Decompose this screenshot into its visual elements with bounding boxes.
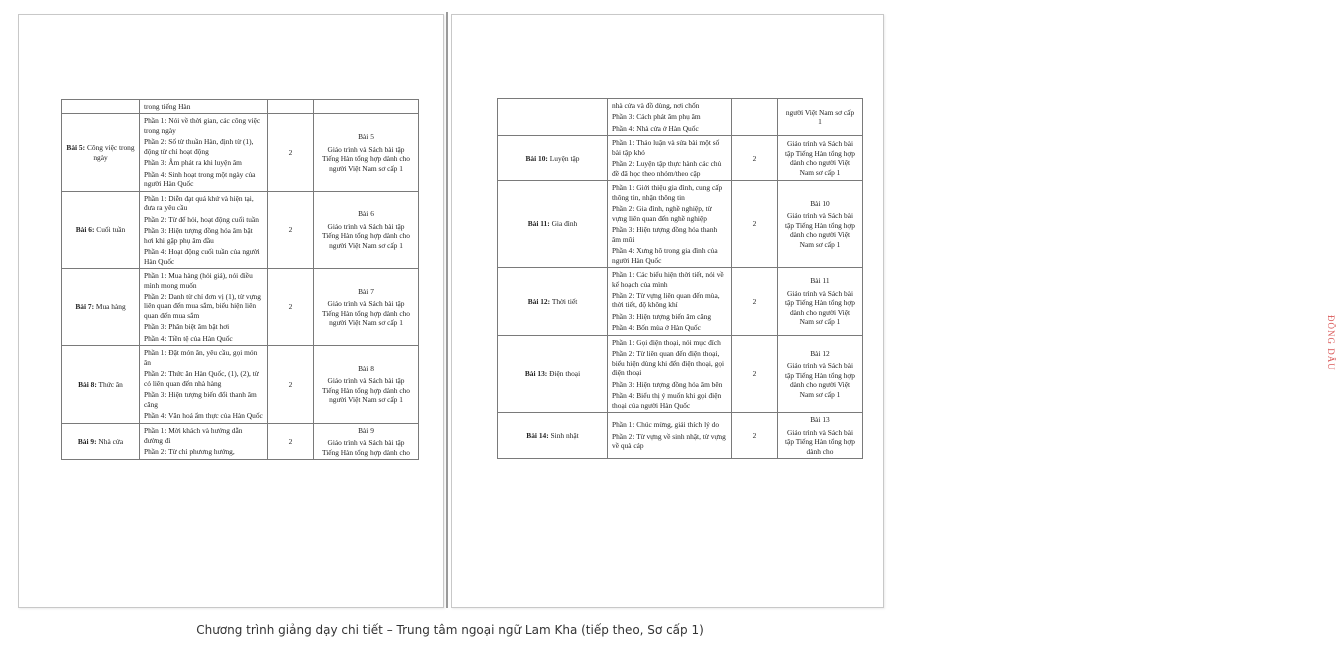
lesson-number: Bài 10: xyxy=(525,153,548,163)
lesson-cell xyxy=(62,423,140,459)
lesson-part: Phần 2: Luyện tập thực hành các chủ đề đã học theo nhóm/theo cặp xyxy=(612,159,722,178)
lesson-title: Nhà cửa xyxy=(98,436,124,446)
reference-cell xyxy=(778,335,863,412)
reference-text: Giáo trình và Sách bài tập Tiếng Hàn tổng hợp dành cho người Việt Nam sơ cấp 1 xyxy=(321,299,410,328)
lesson-part: Phần 4: Xưng hô trong gia đình của người Hàn Quốc xyxy=(612,246,718,265)
reference-lesson: Bài 5 xyxy=(358,132,374,142)
reference-text: Giáo trình và Sách bài tập Tiếng Hàn tổng hợp dành cho người Việt Nam sơ cấp 1 xyxy=(784,288,855,327)
lesson-part: Phần 2: Từ để hỏi, hoạt động cuối tuần xyxy=(144,214,259,224)
reference-cell xyxy=(314,191,419,268)
table-row xyxy=(62,423,419,459)
lesson-title: Mua hàng xyxy=(95,302,126,312)
lesson-part: Phần 1: Gọi điện thoại, nói mục đích xyxy=(612,337,721,347)
lesson-parts-cell xyxy=(608,136,732,181)
lesson-part: Phần 4: Bốn mùa ở Hàn Quốc xyxy=(612,323,701,333)
lesson-parts-cell xyxy=(608,181,732,268)
reference-cell xyxy=(778,268,863,336)
figure-caption: Chương trình giảng dạy chi tiết – Trung tâm ngoại ngữ Lam Kha (tiếp theo, Sơ cấp 1) xyxy=(196,623,704,637)
lesson-part: Phần 2: Từ vựng liên quan đến mùa, thời tiết, độ không khí xyxy=(612,290,720,310)
red-seal-stamp-fragment: ĐỒNG DẤU xyxy=(1326,315,1336,371)
reference-lesson: Bài 6 xyxy=(358,209,374,219)
lesson-number: Bài 8: xyxy=(78,379,97,389)
lesson-cell xyxy=(62,346,140,423)
lesson-title: Sinh nhật xyxy=(550,430,579,440)
lesson-part: Phần 3: Hiện tượng đồng hóa âm bên xyxy=(612,379,723,389)
lesson-part: Phần 1: Giới thiệu gia đình, cung cấp thông tin, nhận thông tin xyxy=(612,183,723,202)
continued-text: trong tiếng Hàn xyxy=(144,102,191,111)
lesson-cell xyxy=(62,191,140,268)
table-row xyxy=(62,269,419,346)
reference-lesson: Bài 8 xyxy=(358,364,374,374)
lesson-part: Phần 2: Từ chỉ phương hướng, xyxy=(144,447,235,457)
lesson-cell xyxy=(498,413,608,459)
lesson-part: Phần 2: Số từ thuần Hàn, định từ (1), động từ chỉ hoạt động xyxy=(144,137,254,156)
table-row xyxy=(498,136,863,181)
lesson-number: Bài 6: xyxy=(75,225,95,235)
reference-text: Giáo trình và Sách bài tập Tiếng Hàn tổng hợp dành cho người Việt Nam sơ cấp 1 xyxy=(784,361,855,399)
reference-cell xyxy=(314,346,419,423)
table-row xyxy=(62,191,419,268)
lesson-part: Phần 4: Hoạt động cuối tuần của người Hàn Quốc xyxy=(144,247,260,266)
syllabus-table-left xyxy=(61,99,419,460)
reference-text: Giáo trình và Sách bài tập Tiếng Hàn tổng hợp dành cho người Việt Nam sơ cấp 1 xyxy=(784,211,855,249)
lesson-number: Bài 9: xyxy=(77,436,97,446)
table-row xyxy=(62,346,419,423)
lesson-part: Phần 2: Danh từ chỉ đơn vị (1), từ vựng liên quan đến mua sắm, biểu hiện liên quan đến mua sắm xyxy=(144,291,261,320)
reference-cell xyxy=(778,136,863,181)
continued-part: nhà cửa và đồ dùng, nơi chốn xyxy=(612,101,700,110)
lesson-number: Bài 14: xyxy=(526,430,549,440)
reference-cell xyxy=(314,269,419,346)
hours-cell: 2 xyxy=(268,191,314,268)
lesson-part: Phần 1: Đặt món ăn, yêu cầu, gọi món ăn xyxy=(144,348,258,367)
lesson-part: Phần 2: Thức ăn Hàn Quốc, (1), (2), từ có liên quan đến nhà hàng xyxy=(144,369,259,388)
lesson-part: Phần 1: Chúc mừng, giải thích lý do xyxy=(612,420,720,430)
lesson-parts-cell xyxy=(140,269,268,346)
reference-cell xyxy=(314,114,419,191)
reference-text: Giáo trình và Sách bài tập Tiếng Hàn tổng hợp dành cho người Việt Nam sơ cấp 1 xyxy=(784,139,855,177)
lesson-part: Phần 3: Hiện tượng biến âm căng xyxy=(612,311,712,321)
lesson-part: Phần 3: Hiện tượng biến đổi thanh âm căng xyxy=(144,390,257,409)
hours-cell: 2 xyxy=(732,335,778,412)
lesson-part: Phần 1: Mời khách và hướng dẫn đường đi xyxy=(144,426,243,445)
table-row xyxy=(498,335,863,412)
hours-cell: 2 xyxy=(268,114,314,191)
table-row xyxy=(62,114,419,191)
reference-lesson: Bài 9 xyxy=(358,425,374,435)
lesson-cell xyxy=(498,181,608,268)
lesson-cell xyxy=(62,114,140,191)
hours-cell: 2 xyxy=(732,181,778,268)
lesson-title: Điện thoại xyxy=(549,369,581,379)
lesson-title: Công việc trong ngày xyxy=(86,143,135,162)
continued-part: Phần 4: Nhà cửa ở Hàn Quốc xyxy=(612,123,699,133)
lesson-parts-cell xyxy=(140,423,268,459)
lesson-number: Bài 5: xyxy=(66,143,86,153)
table-row-continued xyxy=(62,100,419,114)
lesson-parts-cell xyxy=(608,335,732,412)
lesson-parts-cell xyxy=(608,413,732,459)
reference-text: Giáo trình và Sách bài tập Tiếng Hàn tổng hợp dành cho người Việt Nam sơ cấp 1 xyxy=(321,376,410,405)
table-row xyxy=(498,413,863,459)
lesson-parts-cell xyxy=(140,191,268,268)
reference-text: Giáo trình và Sách bài tập Tiếng Hàn tổng hợp dành cho xyxy=(784,427,855,456)
lesson-title: Cuối tuần xyxy=(96,225,126,235)
lesson-title: Thời tiết xyxy=(551,296,578,306)
lesson-part: Phần 4: Tiền tệ của Hàn Quốc xyxy=(144,333,233,343)
lesson-number: Bài 7: xyxy=(75,302,95,312)
continued-ref: người Việt Nam sơ cấp 1 xyxy=(785,107,855,127)
lesson-part: Phần 1: Thảo luận và sửa bài một số bài tập khó xyxy=(612,138,720,157)
lesson-title: Thức ăn xyxy=(98,379,123,389)
lesson-parts-cell xyxy=(140,114,268,191)
lesson-part: Phần 4: Biểu thị ý muốn khi gọi điện thoại của người Hàn Quốc xyxy=(612,391,722,410)
lesson-number: Bài 13: xyxy=(524,369,548,379)
table-row xyxy=(498,268,863,336)
reference-lesson: Bài 11 xyxy=(810,276,830,286)
lesson-cell xyxy=(62,269,140,346)
lesson-part: Phần 2: Từ liên quan đến điện thoại, biểu hiện dùng khi đến điện thoại, gọi điện thoại xyxy=(612,349,725,378)
reference-lesson: Bài 10 xyxy=(810,198,830,208)
reference-cell xyxy=(778,413,863,459)
lesson-cell xyxy=(498,268,608,336)
lesson-title: Luyện tập xyxy=(549,153,580,163)
lesson-part: Phần 1: Nói về thời gian, các công việc trong ngày xyxy=(144,116,261,135)
reference-lesson: Bài 7 xyxy=(358,286,374,296)
lesson-part: Phần 1: Diễn đạt quá khứ và hiện tại, đưa ra yêu cầu xyxy=(144,193,254,213)
hours-cell: 2 xyxy=(732,413,778,459)
lesson-part: Phần 3: Hiện tượng đồng hóa thanh âm mũi xyxy=(612,225,718,244)
lesson-part: Phần 4: Văn hoá ẩm thực của Hàn Quốc xyxy=(144,411,263,421)
reference-text: Giáo trình và Sách bài tập Tiếng Hàn tổng hợp dành cho người Việt Nam sơ cấp 1 xyxy=(321,144,410,173)
table-row-continued xyxy=(498,99,863,136)
lesson-cell xyxy=(498,335,608,412)
reference-cell xyxy=(314,423,419,459)
lesson-part: Phần 2: Từ vựng về sinh nhật, từ vựng về quà cáp xyxy=(612,431,726,451)
hours-cell: 2 xyxy=(732,268,778,336)
lesson-number: Bài 11: xyxy=(527,219,550,229)
hours-cell: 2 xyxy=(732,136,778,181)
syllabus-table-right xyxy=(497,98,863,459)
reference-cell xyxy=(778,181,863,268)
lesson-part: Phần 1: Các biểu hiện thời tiết, nói về kế hoạch của mình xyxy=(612,270,724,289)
document-page-right xyxy=(451,14,1336,608)
lesson-part: Phần 4: Sinh hoạt trong một ngày của người Hàn Quốc xyxy=(144,169,256,189)
reference-lesson: Bài 12 xyxy=(810,348,830,358)
lesson-parts-cell xyxy=(608,268,732,336)
lesson-parts-cell xyxy=(140,346,268,423)
reference-text: Giáo trình và Sách bài tập Tiếng Hàn tổng hợp dành cho xyxy=(321,438,410,457)
hours-cell: 2 xyxy=(268,423,314,459)
lesson-part: Phần 2: Gia đình, nghề nghiệp, từ vựng liên quan đến nghề nghiệp xyxy=(612,204,712,223)
document-page-left xyxy=(18,14,444,608)
lesson-title: Gia đình xyxy=(551,219,578,229)
reference-text: Giáo trình và Sách bài tập Tiếng Hàn tổng hợp dành cho người Việt Nam sơ cấp 1 xyxy=(321,221,410,250)
lesson-number: Bài 12: xyxy=(527,296,551,306)
page-divider xyxy=(446,12,448,608)
reference-lesson: Bài 13 xyxy=(810,415,830,425)
lesson-part: Phần 3: Hiện tượng đồng hóa âm bật hơi khi gặp phụ âm đầu xyxy=(144,226,253,245)
hours-cell: 2 xyxy=(268,346,314,423)
table-row xyxy=(498,181,863,268)
lesson-part: Phần 1: Mua hàng (hỏi giá), nói điều mình mong muốn xyxy=(144,271,253,290)
lesson-part: Phần 3: Âm phát ra khi luyện âm xyxy=(144,158,242,168)
lesson-cell xyxy=(498,136,608,181)
hours-cell: 2 xyxy=(268,269,314,346)
lesson-part: Phần 3: Phân biệt âm bật hơi xyxy=(144,322,230,332)
continued-part: Phần 3: Cách phát âm phụ âm xyxy=(612,112,701,122)
